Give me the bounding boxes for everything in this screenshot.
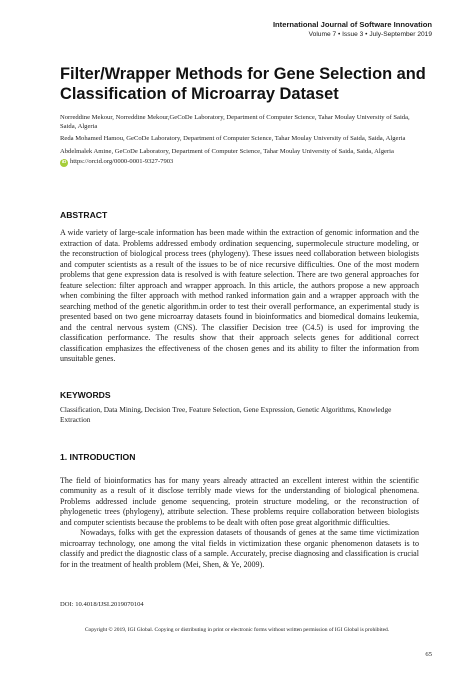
orcid-row (60, 158, 424, 167)
introduction-heading: 1. INTRODUCTION (60, 452, 136, 462)
keywords-list: Classification, Data Mining, Decision Tree, Feature Selection, Gene Expression, Genetic Algorithms, Knowledge Extraction (60, 405, 392, 424)
copyright-notice: Copyright © 2019, IGI Global. Copying or distributing in print or electronic forms without written permission of IGI Global is prohibited. (84, 627, 390, 633)
introduction-body (60, 476, 419, 570)
keywords-heading: KEYWORDS (60, 390, 111, 400)
orcid-link[interactable]: https://orcid.org/0000-0001-9327-7903 (70, 158, 174, 166)
journal-issue: Volume 7 • Issue 3 • July-September 2019 (308, 31, 432, 38)
doi-line: DOI: 10.4018/IJSI.2019070104 (60, 601, 144, 608)
abstract-body: A wide variety of large-scale information has been made within the extraction of genomic information and the extraction of data. Problems addressed embody ordination sequencing, supermolecule structure modeling, or the reconstruction of biological process trees (phylogeny). These issues need collaboration between biologists and computer scientists as a result of the issues to be of nice recursive difficulties. One of the most modern problems that gene expression data is resolved is with feature selection. There are two general approaches for feature selection: filter approach and wrapper approach. In this article, the authors propose a new approach when combining the filter approach with method ranked information gain and a wrapper approach with the searching method of the genetic algorithm.in order to test their overall performance, an experimental study is presented based on two gene microarray datasets found in bioinformatics and biomedical domains leukemia, and the central nervous system (CNS). The classifier Decision tree (C4.5) is used for improving the classification performance. The results show that their approach selects genes for additional correct classification emphasizes the effectiveness of the chosen genes and its ability to filter the information from unsuitable genes. (60, 228, 419, 363)
author-affiliation: Abdelmalek Amine, GeCoDe Laboratory, Department of Computer Science, Tahar Moulay University of Saida, Saida, Algeria (60, 147, 394, 155)
abstract-heading: ABSTRACT (60, 210, 108, 220)
author-affiliation: Norreddine Mekour, Norreddine Mekour,GeCoDe Laboratory, Department of Computer Science, Tahar Moulay University of Saida, Saida, Algeria (60, 114, 410, 130)
paper-title: Filter/Wrapper Methods for Gene Selection and Classification of Microarray Dataset (60, 65, 426, 103)
paragraph: Nowadays, folks with get the expression datasets of thousands of genes at the same time victimization microarray technology, one among the vital fields in victimization these organic phenomenon datasets is to classify and predict the diagnostic class of a sample. Accurately, precise diagnosing and classification is crucial for in the treatment of health problem (Mei, Shen, & Ye, 2009). (60, 528, 419, 569)
orcid-icon: iD (60, 159, 68, 167)
journal-name: International Journal of Software Innovation (272, 20, 432, 29)
author-list (60, 114, 424, 167)
page-number: 65 (425, 651, 432, 658)
journal-header (273, 20, 432, 40)
paragraph: The field of bioinformatics has for many years already attracted an excellent interest within the scientific community as a result of it disclose terribly made views for the understanding of biological phenomena. Problems addressed include genome sequencing, protein structure modeling, or the reconstruction of phylogenetic trees (phylogeny), attribute selection. These problems require collaboration between biologists and computer scientists because the problems to be dealt with often pose great algorithmic difficulties. (60, 476, 419, 527)
author-affiliation: Reda Mohamed Hamou, GeCoDe Laboratory, Department of Computer Science, Tahar Moulay University of Saida, Saida, Algeria (60, 135, 406, 143)
